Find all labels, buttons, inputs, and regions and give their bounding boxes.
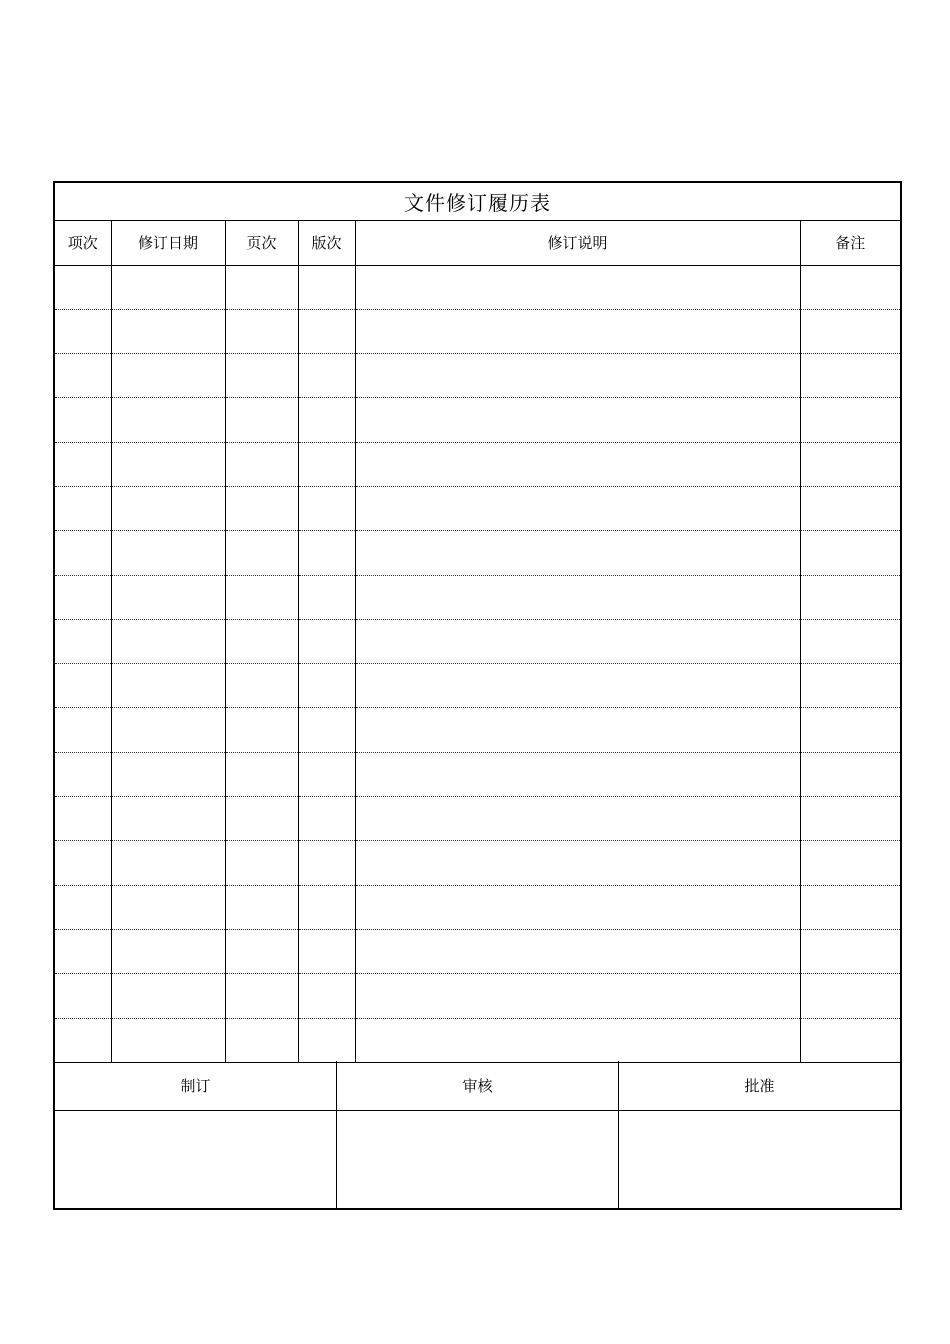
cell-revision-date[interactable]	[111, 708, 225, 752]
cell-version[interactable]	[298, 442, 355, 486]
cell-revision-description[interactable]	[355, 486, 800, 530]
signoff-field-reviewed[interactable]	[337, 1111, 619, 1208]
cell-item-no[interactable]	[55, 664, 111, 708]
cell-page-no[interactable]	[225, 619, 298, 663]
cell-revision-date[interactable]	[111, 354, 225, 398]
cell-page-no[interactable]	[225, 354, 298, 398]
cell-page-no[interactable]	[225, 974, 298, 1018]
cell-item-no[interactable]	[55, 575, 111, 619]
cell-version[interactable]	[298, 619, 355, 663]
cell-revision-description[interactable]	[355, 664, 800, 708]
table-row	[55, 531, 900, 575]
cell-revision-description[interactable]	[355, 398, 800, 442]
cell-item-no[interactable]	[55, 929, 111, 973]
revision-table	[55, 221, 900, 1063]
cell-page-no[interactable]	[225, 398, 298, 442]
cell-remarks[interactable]	[800, 265, 900, 309]
cell-revision-description[interactable]	[355, 309, 800, 353]
table-row	[55, 664, 900, 708]
cell-page-no[interactable]	[225, 885, 298, 929]
cell-version[interactable]	[298, 841, 355, 885]
cell-page-no[interactable]	[225, 929, 298, 973]
cell-version[interactable]	[298, 354, 355, 398]
cell-revision-date[interactable]	[111, 486, 225, 530]
cell-version[interactable]	[298, 575, 355, 619]
revision-history-form	[53, 181, 902, 1210]
cell-page-no[interactable]	[225, 752, 298, 796]
cell-item-no[interactable]	[55, 885, 111, 929]
table-row	[55, 708, 900, 752]
cell-revision-date[interactable]	[111, 619, 225, 663]
cell-remarks[interactable]	[800, 309, 900, 353]
cell-revision-description[interactable]	[355, 531, 800, 575]
cell-revision-date[interactable]	[111, 398, 225, 442]
cell-item-no[interactable]	[55, 486, 111, 530]
cell-revision-date[interactable]	[111, 442, 225, 486]
cell-page-no[interactable]	[225, 309, 298, 353]
table-row	[55, 354, 900, 398]
cell-remarks[interactable]	[800, 708, 900, 752]
cell-revision-date[interactable]	[111, 929, 225, 973]
table-row	[55, 841, 900, 885]
cell-remarks[interactable]	[800, 442, 900, 486]
cell-revision-date[interactable]	[111, 974, 225, 1018]
table-row	[55, 1018, 900, 1062]
cell-revision-description[interactable]	[355, 885, 800, 929]
cell-remarks[interactable]	[800, 486, 900, 530]
cell-revision-date[interactable]	[111, 309, 225, 353]
cell-remarks[interactable]	[800, 619, 900, 663]
cell-remarks[interactable]	[800, 841, 900, 885]
cell-revision-description[interactable]	[355, 752, 800, 796]
cell-page-no[interactable]	[225, 1018, 298, 1062]
cell-page-no[interactable]	[225, 664, 298, 708]
cell-item-no[interactable]	[55, 265, 111, 309]
table-row	[55, 974, 900, 1018]
cell-item-no[interactable]	[55, 797, 111, 841]
signoff-field-prepared[interactable]	[55, 1111, 337, 1208]
cell-page-no[interactable]	[225, 442, 298, 486]
cell-remarks[interactable]	[800, 797, 900, 841]
cell-version[interactable]	[298, 486, 355, 530]
cell-item-no[interactable]	[55, 841, 111, 885]
cell-version[interactable]	[298, 885, 355, 929]
cell-remarks[interactable]	[800, 398, 900, 442]
cell-remarks[interactable]	[800, 974, 900, 1018]
cell-version[interactable]	[298, 752, 355, 796]
cell-revision-date[interactable]	[111, 885, 225, 929]
table-row	[55, 265, 900, 309]
column-header-item-no: 项次	[55, 221, 111, 265]
column-header-revision-date: 修订日期	[111, 221, 225, 265]
cell-revision-description[interactable]	[355, 265, 800, 309]
table-row	[55, 442, 900, 486]
cell-page-no[interactable]	[225, 265, 298, 309]
table-row	[55, 929, 900, 973]
cell-remarks[interactable]	[800, 1018, 900, 1062]
column-header-remarks: 备注	[800, 221, 900, 265]
cell-version[interactable]	[298, 974, 355, 1018]
cell-item-no[interactable]	[55, 531, 111, 575]
form-title: 文件修订履历表	[55, 183, 900, 221]
cell-page-no[interactable]	[225, 797, 298, 841]
cell-remarks[interactable]	[800, 531, 900, 575]
table-row	[55, 486, 900, 530]
cell-version[interactable]	[298, 531, 355, 575]
cell-revision-description[interactable]	[355, 708, 800, 752]
cell-item-no[interactable]	[55, 752, 111, 796]
cell-version[interactable]	[298, 708, 355, 752]
cell-revision-description[interactable]	[355, 354, 800, 398]
cell-revision-date[interactable]	[111, 752, 225, 796]
cell-version[interactable]	[298, 265, 355, 309]
table-row	[55, 752, 900, 796]
cell-revision-description[interactable]	[355, 841, 800, 885]
table-row	[55, 309, 900, 353]
column-header-page-no: 页次	[225, 221, 298, 265]
cell-item-no[interactable]	[55, 309, 111, 353]
cell-revision-date[interactable]	[111, 841, 225, 885]
signoff-field-approved[interactable]	[619, 1111, 900, 1208]
cell-revision-description[interactable]	[355, 575, 800, 619]
cell-remarks[interactable]	[800, 752, 900, 796]
cell-remarks[interactable]	[800, 885, 900, 929]
cell-page-no[interactable]	[225, 708, 298, 752]
cell-version[interactable]	[298, 1018, 355, 1062]
cell-item-no[interactable]	[55, 354, 111, 398]
cell-revision-date[interactable]	[111, 265, 225, 309]
cell-version[interactable]	[298, 797, 355, 841]
cell-revision-description[interactable]	[355, 929, 800, 973]
cell-remarks[interactable]	[800, 929, 900, 973]
cell-page-no[interactable]	[225, 486, 298, 530]
cell-item-no[interactable]	[55, 974, 111, 1018]
revision-table-body	[55, 265, 900, 1062]
cell-revision-date[interactable]	[111, 797, 225, 841]
signoff-section	[55, 1061, 900, 1208]
table-row	[55, 619, 900, 663]
cell-version[interactable]	[298, 398, 355, 442]
table-row	[55, 797, 900, 841]
cell-remarks[interactable]	[800, 354, 900, 398]
cell-revision-date[interactable]	[111, 1018, 225, 1062]
signoff-label-approved: 批准	[619, 1061, 900, 1111]
cell-remarks[interactable]	[800, 664, 900, 708]
cell-version[interactable]	[298, 309, 355, 353]
cell-revision-description[interactable]	[355, 797, 800, 841]
cell-revision-date[interactable]	[111, 531, 225, 575]
cell-revision-date[interactable]	[111, 664, 225, 708]
table-row	[55, 398, 900, 442]
cell-version[interactable]	[298, 929, 355, 973]
column-header-version: 版次	[298, 221, 355, 265]
revision-table-header	[55, 221, 900, 265]
signoff-label-prepared: 制订	[55, 1061, 337, 1111]
cell-revision-description[interactable]	[355, 1018, 800, 1062]
cell-item-no[interactable]	[55, 442, 111, 486]
cell-item-no[interactable]	[55, 619, 111, 663]
cell-revision-description[interactable]	[355, 442, 800, 486]
cell-revision-date[interactable]	[111, 575, 225, 619]
cell-item-no[interactable]	[55, 1018, 111, 1062]
table-row	[55, 575, 900, 619]
cell-revision-description[interactable]	[355, 619, 800, 663]
cell-remarks[interactable]	[800, 575, 900, 619]
column-header-revision-description: 修订说明	[355, 221, 800, 265]
signoff-label-reviewed: 审核	[337, 1061, 619, 1111]
table-row	[55, 885, 900, 929]
cell-item-no[interactable]	[55, 708, 111, 752]
cell-version[interactable]	[298, 664, 355, 708]
cell-item-no[interactable]	[55, 398, 111, 442]
cell-page-no[interactable]	[225, 841, 298, 885]
cell-page-no[interactable]	[225, 575, 298, 619]
cell-page-no[interactable]	[225, 531, 298, 575]
cell-revision-description[interactable]	[355, 974, 800, 1018]
